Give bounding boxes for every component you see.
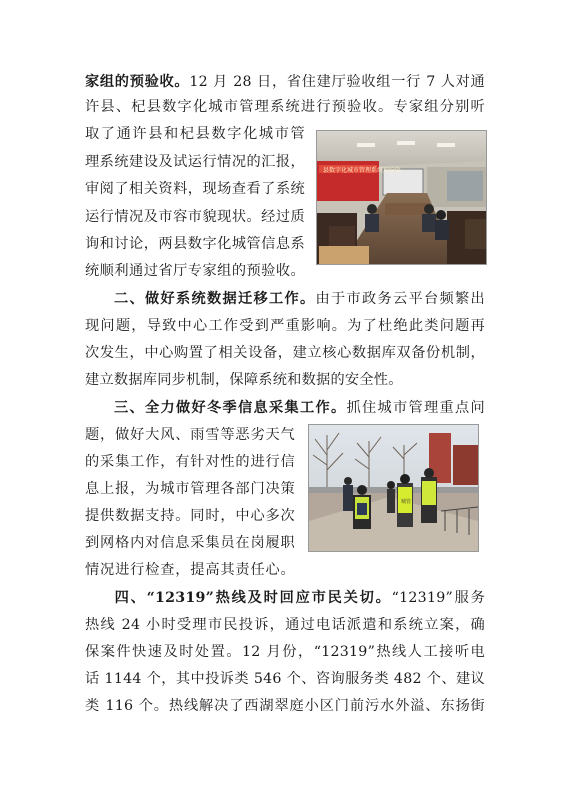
s4-line-1 (85, 589, 485, 607)
p1-line1-rest: 12 月 28 日，省住建厅验收组一行 7 人对通 (189, 74, 485, 90)
s3-line1-rest: 抓住城市管理重点问 (346, 400, 485, 416)
s3-line-1 (85, 399, 485, 417)
p1-line-7: 询和讨论，两县数字化城管信息系 (85, 236, 305, 252)
s4-line-5: 类 116 个。热线解决了西湖翠庭小区门前污水外溢、东扬街 (85, 698, 485, 714)
s4-line-2: 热线 24 小时受理市民投诉，通过电话派遣和系统立案，确 (85, 617, 485, 633)
meeting-banner-text: 县数字化城市管理系统预验收 (323, 167, 402, 174)
p1-line-2: 许县、杞县数字化城市管理系统进行预验收。专家组分别听 (85, 99, 485, 115)
s2-line1-rest: 由于市政务云平台频繁出 (315, 291, 485, 307)
s3-line-3: 的采集工作，有针对性的进行信 (85, 454, 295, 470)
s4-heading: 四、“12319”热线及时回应市民关切。 (113, 590, 392, 606)
s3-line-5: 提供数据支持。同时，中心多次 (85, 508, 295, 524)
p1-line-3: 取了通许县和杞县数字化城市管 (85, 126, 305, 142)
s4-line-4: 话 1144 个，其中投诉类 546 个、咨询服务类 482 个、建议 (85, 671, 485, 687)
vest-text: 城管 (401, 499, 412, 505)
street-inspection-photo (308, 424, 479, 552)
p1-line-8: 统顺利通过省厅专家组的预验收。 (85, 263, 305, 279)
p1-lead: 家组的预验收。 (85, 74, 190, 90)
s3-line-7: 情况进行检查，提高其责任心。 (85, 562, 295, 578)
s2-line-2: 现问题，导致中心工作受到严重影响。为了杜绝此类问题再 (85, 318, 485, 334)
p1-line-1 (85, 73, 485, 91)
s2-line-3: 次发生，中心购置了相关设备，建立核心数据库双备份机制， (85, 345, 485, 361)
s2-heading: 二、做好系统数据迁移工作。 (113, 291, 316, 307)
s2-line-1 (85, 290, 485, 308)
p1-line-5: 审阅了相关资料，现场查看了系统 (85, 181, 305, 197)
s3-line-2: 题，做好大风、雨雪等恶劣天气 (85, 427, 295, 443)
s3-heading: 三、全力做好冬季信息采集工作。 (113, 400, 347, 416)
s4-line1-rest: “12319”服务 (391, 590, 486, 606)
s3-line-4: 息上报，为城市管理各部门决策 (85, 481, 295, 497)
s2-line-4: 建立数据库同步机制，保障系统和数据的安全性。 (85, 372, 403, 388)
meeting-photo (316, 130, 487, 265)
p1-line-4: 理系统建设及试运行情况的汇报， (85, 154, 305, 170)
s3-line-6: 到网格内对信息采集员在岗履职 (85, 535, 295, 551)
p1-line-6: 运行情况及市容市貌现状。经过质 (85, 209, 305, 225)
s4-line-3: 保案件快速及时处置。12 月份，“12319”热线人工接听电 (85, 644, 485, 660)
